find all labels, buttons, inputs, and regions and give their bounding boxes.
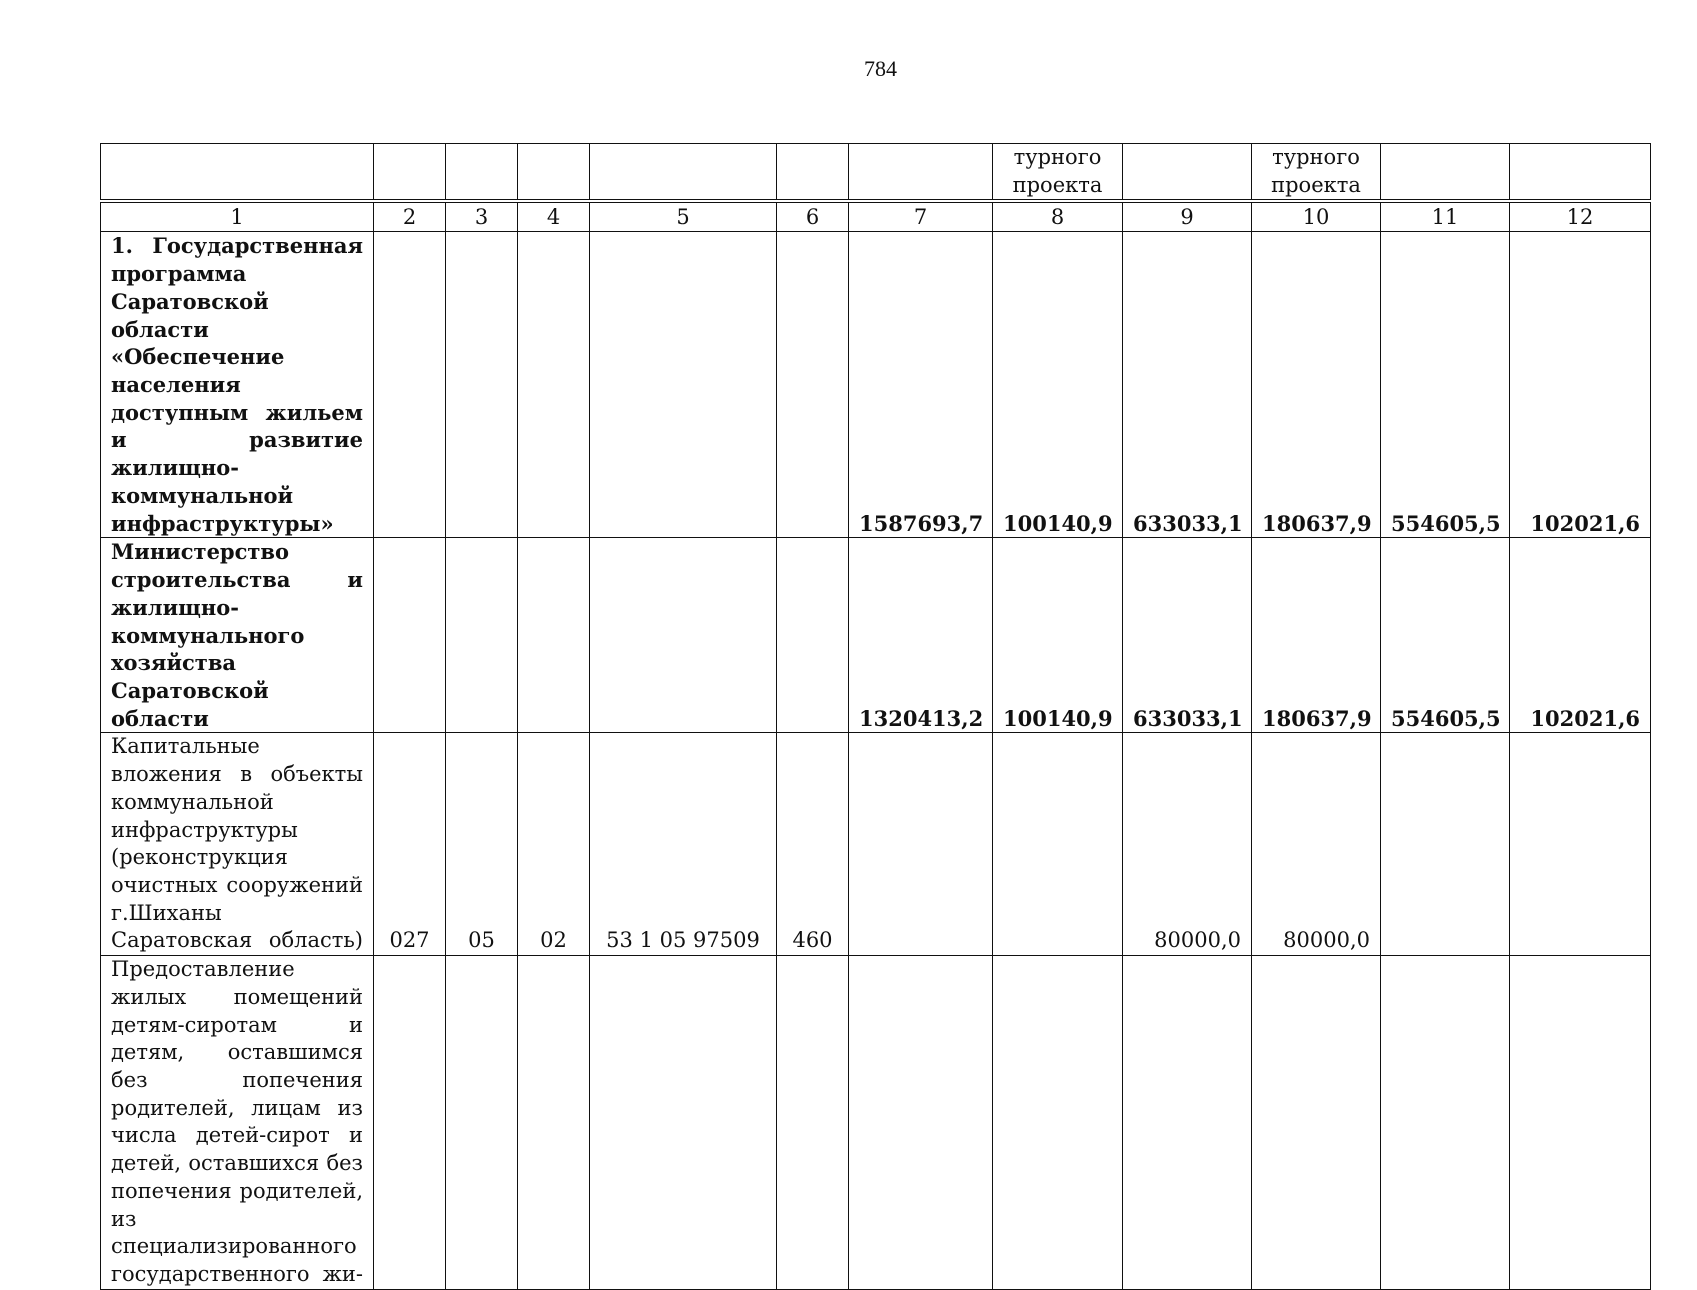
column-number: 8 [993, 201, 1123, 232]
cell-value: 633033,1 [1123, 232, 1252, 538]
cell-value [849, 733, 993, 956]
column-number: 6 [777, 201, 849, 232]
header-cell [1123, 144, 1252, 202]
cell-value: 102021,6 [1510, 538, 1651, 733]
row-name: 1. Государственная программа Саратовской области «Обеспечение населения доступным жильем и развитие жилищно-коммунальной инфраструктуры» [101, 232, 374, 538]
column-number: 10 [1252, 201, 1381, 232]
column-number: 12 [1510, 201, 1651, 232]
cell-section [446, 232, 518, 538]
table-row [101, 538, 1651, 733]
header-cell [446, 144, 518, 202]
cell-value: 554605,5 [1381, 232, 1510, 538]
cell-target-code [590, 538, 777, 733]
row-name: Министерство строительства и жилищно-коммунального хозяйства Саратовской области [101, 538, 374, 733]
column-number: 3 [446, 201, 518, 232]
cell-ministry-code [374, 538, 446, 733]
column-number: 9 [1123, 201, 1252, 232]
header-cell [590, 144, 777, 202]
header-cell [777, 144, 849, 202]
cell-value: 100140,9 [993, 232, 1123, 538]
header-cell: турного проекта [1252, 144, 1381, 202]
cell-subsection: 02 [518, 733, 590, 956]
cell-value: 633033,1 [1123, 538, 1252, 733]
cell-value: 180637,9 [1252, 538, 1381, 733]
cell-value [1510, 733, 1651, 956]
table-row [101, 232, 1651, 538]
cell-section [446, 538, 518, 733]
cell-value: 100140,9 [993, 538, 1123, 733]
column-number: 1 [101, 201, 374, 232]
cell-ministry-code: 027 [374, 733, 446, 956]
cell-value: 80000,0 [1123, 733, 1252, 956]
cell-value [993, 956, 1123, 1290]
cell-value [1252, 956, 1381, 1290]
cell-subsection [518, 232, 590, 538]
header-cell [101, 144, 374, 202]
column-number: 2 [374, 201, 446, 232]
header-cell [1510, 144, 1651, 202]
cell-value [1381, 733, 1510, 956]
column-number: 4 [518, 201, 590, 232]
cell-expense-type: 460 [777, 733, 849, 956]
cell-value [1381, 956, 1510, 1290]
cell-expense-type [777, 538, 849, 733]
cell-value: 1587693,7 [849, 232, 993, 538]
header-cell: турного проекта [993, 144, 1123, 202]
cell-value: 80000,0 [1252, 733, 1381, 956]
cell-target-code [590, 232, 777, 538]
continued-header-row [101, 144, 1651, 202]
cell-value: 554605,5 [1381, 538, 1510, 733]
cell-target-code: 53 1 05 97509 [590, 733, 777, 956]
header-cell [374, 144, 446, 202]
page-number: 784 [864, 56, 897, 81]
column-number-row [101, 201, 1651, 232]
cell-subsection [518, 956, 590, 1290]
header-cell [1381, 144, 1510, 202]
column-number: 11 [1381, 201, 1510, 232]
header-cell [849, 144, 993, 202]
table-row [101, 733, 1651, 956]
row-name: Предоставление жилых помещений детям-сиротам и детям, оставшимся без попечения родителей, лицам из числа детей-сирот и детей, оставшихся без попечения родителей, из специализированного государственного жи- [101, 956, 374, 1290]
cell-value: 1320413,2 [849, 538, 993, 733]
column-number: 5 [590, 201, 777, 232]
cell-value [849, 956, 993, 1290]
header-cell [518, 144, 590, 202]
cell-value [1123, 956, 1252, 1290]
cell-value [993, 733, 1123, 956]
cell-value: 180637,9 [1252, 232, 1381, 538]
cell-section: 05 [446, 733, 518, 956]
cell-expense-type [777, 956, 849, 1290]
cell-ministry-code [374, 232, 446, 538]
cell-target-code [590, 956, 777, 1290]
column-number: 7 [849, 201, 993, 232]
table-row [101, 956, 1651, 1290]
row-name: Капитальные вложения в объекты коммунальной инфраструктуры (реконструкция очистных сооружений г.Шиханы Саратовская область) [101, 733, 374, 956]
cell-value [1510, 956, 1651, 1290]
cell-section [446, 956, 518, 1290]
cell-expense-type [777, 232, 849, 538]
cell-ministry-code [374, 956, 446, 1290]
cell-subsection [518, 538, 590, 733]
budget-table [100, 143, 1651, 1290]
cell-value: 102021,6 [1510, 232, 1651, 538]
